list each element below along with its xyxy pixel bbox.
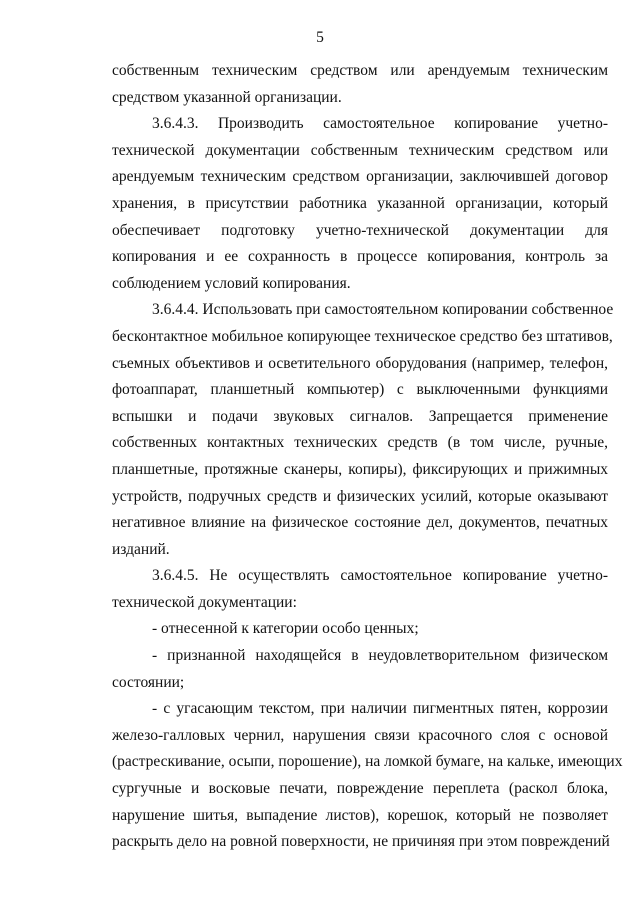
paragraph-item-unsatisfactory-condition: [112, 643, 608, 696]
text-line: 3.6.4.3. Производить самостоятельное копирование учетно-: [152, 115, 608, 133]
text-line: арендуемым техническим средством организации, заключившей договор: [112, 168, 608, 186]
text-line: 3.6.4.4. Использовать при самостоятельном копировании собственное: [152, 301, 614, 319]
document-body: [112, 58, 623, 856]
text-line: нарушение шитья, выпадение листов), корешок, который не позволяет: [112, 806, 608, 824]
text-line: состоянии;: [112, 673, 185, 691]
text-line: съемных объективов и осветительного оборудования (например, телефон,: [112, 354, 608, 372]
text-line: бесконтактное мобильное копирующее техническое средство без штативов,: [112, 327, 613, 345]
text-line: негативное влияние на физическое состояние дел, документов, печатных: [112, 514, 608, 532]
text-line: устройств, подручных средств и физических усилий, которые оказывают: [112, 487, 608, 505]
text-line: (растрескивание, осыпи, порошение), на ломкой бумаге, на кальке, имеющих: [112, 753, 623, 771]
text-line: планшетные, протяжные сканеры, копиры), фиксирующих и прижимных: [112, 460, 608, 478]
text-line: фотоаппарат, планшетный компьютер) с выключенными функциями: [112, 381, 608, 399]
paragraph-item-fading-text: [112, 696, 623, 856]
text-line: копирования и ее сохранность в процессе копирования, контроль за: [112, 248, 608, 266]
text-line: изданий.: [112, 540, 170, 558]
text-line: технической документации:: [112, 593, 297, 611]
text-line: собственных контактных технических средств (в том числе, ручные,: [112, 434, 608, 452]
text-line: средством указанной организации.: [112, 88, 342, 106]
paragraph-clause-3-6-4-3: [112, 111, 608, 297]
text-line: вспышки и подачи звуковых сигналов. Запрещается применение: [112, 407, 608, 425]
text-line: раскрыть дело на ровной поверхности, не причиняя при этом повреждений: [112, 833, 610, 851]
text-line: 3.6.4.5. Не осуществлять самостоятельное копирование учетно-: [152, 567, 608, 585]
text-line: хранения, в присутствии работника указанной организации, который: [112, 194, 608, 212]
text-line: - отнесенной к категории особо ценных;: [152, 620, 419, 638]
page-number: 5: [316, 29, 324, 46]
text-line: собственным техническим средством или арендуемым техническим: [112, 62, 608, 79]
text-line: - признанной находящейся в неудовлетворительном физическом: [152, 647, 608, 665]
paragraph-clause-3-6-4-4: [112, 297, 614, 563]
paragraph-continuation: [112, 58, 608, 111]
paragraph-item-especially-valuable: [112, 616, 608, 643]
paragraph-clause-3-6-4-5: [112, 563, 608, 616]
text-line: соблюдением условий копирования.: [112, 274, 351, 292]
text-line: технической документации собственным техническим средством или: [112, 141, 608, 159]
text-line: обеспечивает подготовку учетно-технической документации для: [112, 221, 608, 239]
text-line: - с угасающим текстом, при наличии пигментных пятен, коррозии: [152, 700, 608, 718]
text-line: сургучные и восковые печати, повреждение переплета (раскол блока,: [112, 780, 608, 798]
text-line: железо-галловых чернил, нарушения связи красочного слоя с основой: [112, 726, 608, 744]
